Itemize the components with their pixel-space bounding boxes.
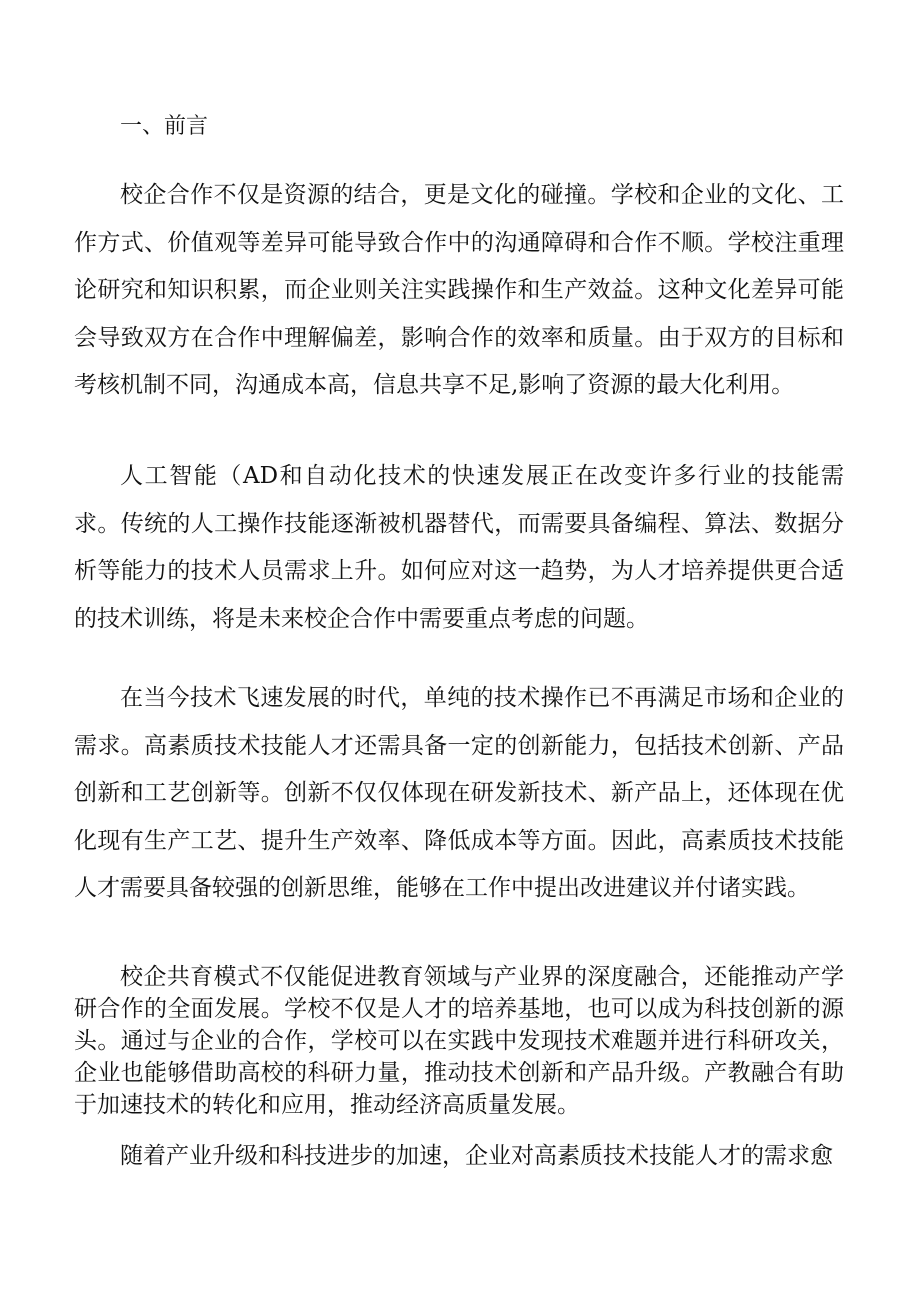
paragraph-joint-education: 校企共育模式不仅能促进教育领域与产业界的深度融合，还能推动产学研合作的全面发展。学校不仅是人才的培养基地，也可以成为科技创新的源头。通过与企业的合作，学校可以在实践中发现技术难题并进行科研攻关，企业也能够借助高校的科研力量，推动技术创新和产品升级。产教融合有助于加速技术的转化和应用，推动经济高质量发展。 <box>74 964 844 1118</box>
section-heading: 一、前言 <box>120 114 209 139</box>
paragraph-innovation-ability: 在当今技术飞速发展的时代，单纯的技术操作已不再满足市场和企业的需求。高素质技术技能人才还需具备一定的创新能力，包括技术创新、产品创新和工艺创新等。创新不仅仅体现在研发新技术、新产品上，还体现在优化现有生产工艺、提升生产效率、降低成本等方面。因此，高素质技术技能人才需要具备较强的创新思维，能够在工作中提出改进建议并付诸实践。 <box>74 685 844 901</box>
paragraph-ai-automation: 人工智能（AD和自动化技术的快速发展正在改变许多行业的技能需求。传统的人工操作技能逐渐被机器替代，而需要具备编程、算法、数据分析等能力的技术人员需求上升。如何应对这一趋势，为人才培养提供更合适的技术训练，将是未来校企合作中需要重点考虑的问题。 <box>74 463 844 632</box>
paragraph-industry-upgrade: 随着产业升级和科技进步的加速，企业对高素质技术技能人才的需求愈 <box>120 1143 833 1169</box>
paragraph-culture-differences: 校企合作不仅是资源的结合，更是文化的碰撞。学校和企业的文化、工作方式、价值观等差异可能导致合作中的沟通障碍和合作不顺。学校注重理论研究和知识积累，而企业则关注实践操作和生产效益。这种文化差异可能会导致双方在合作中理解偏差，影响合作的效率和质量。由于双方的目标和考核机制不同，沟通成本高，信息共享不足,影响了资源的最大化利用。 <box>74 182 844 398</box>
